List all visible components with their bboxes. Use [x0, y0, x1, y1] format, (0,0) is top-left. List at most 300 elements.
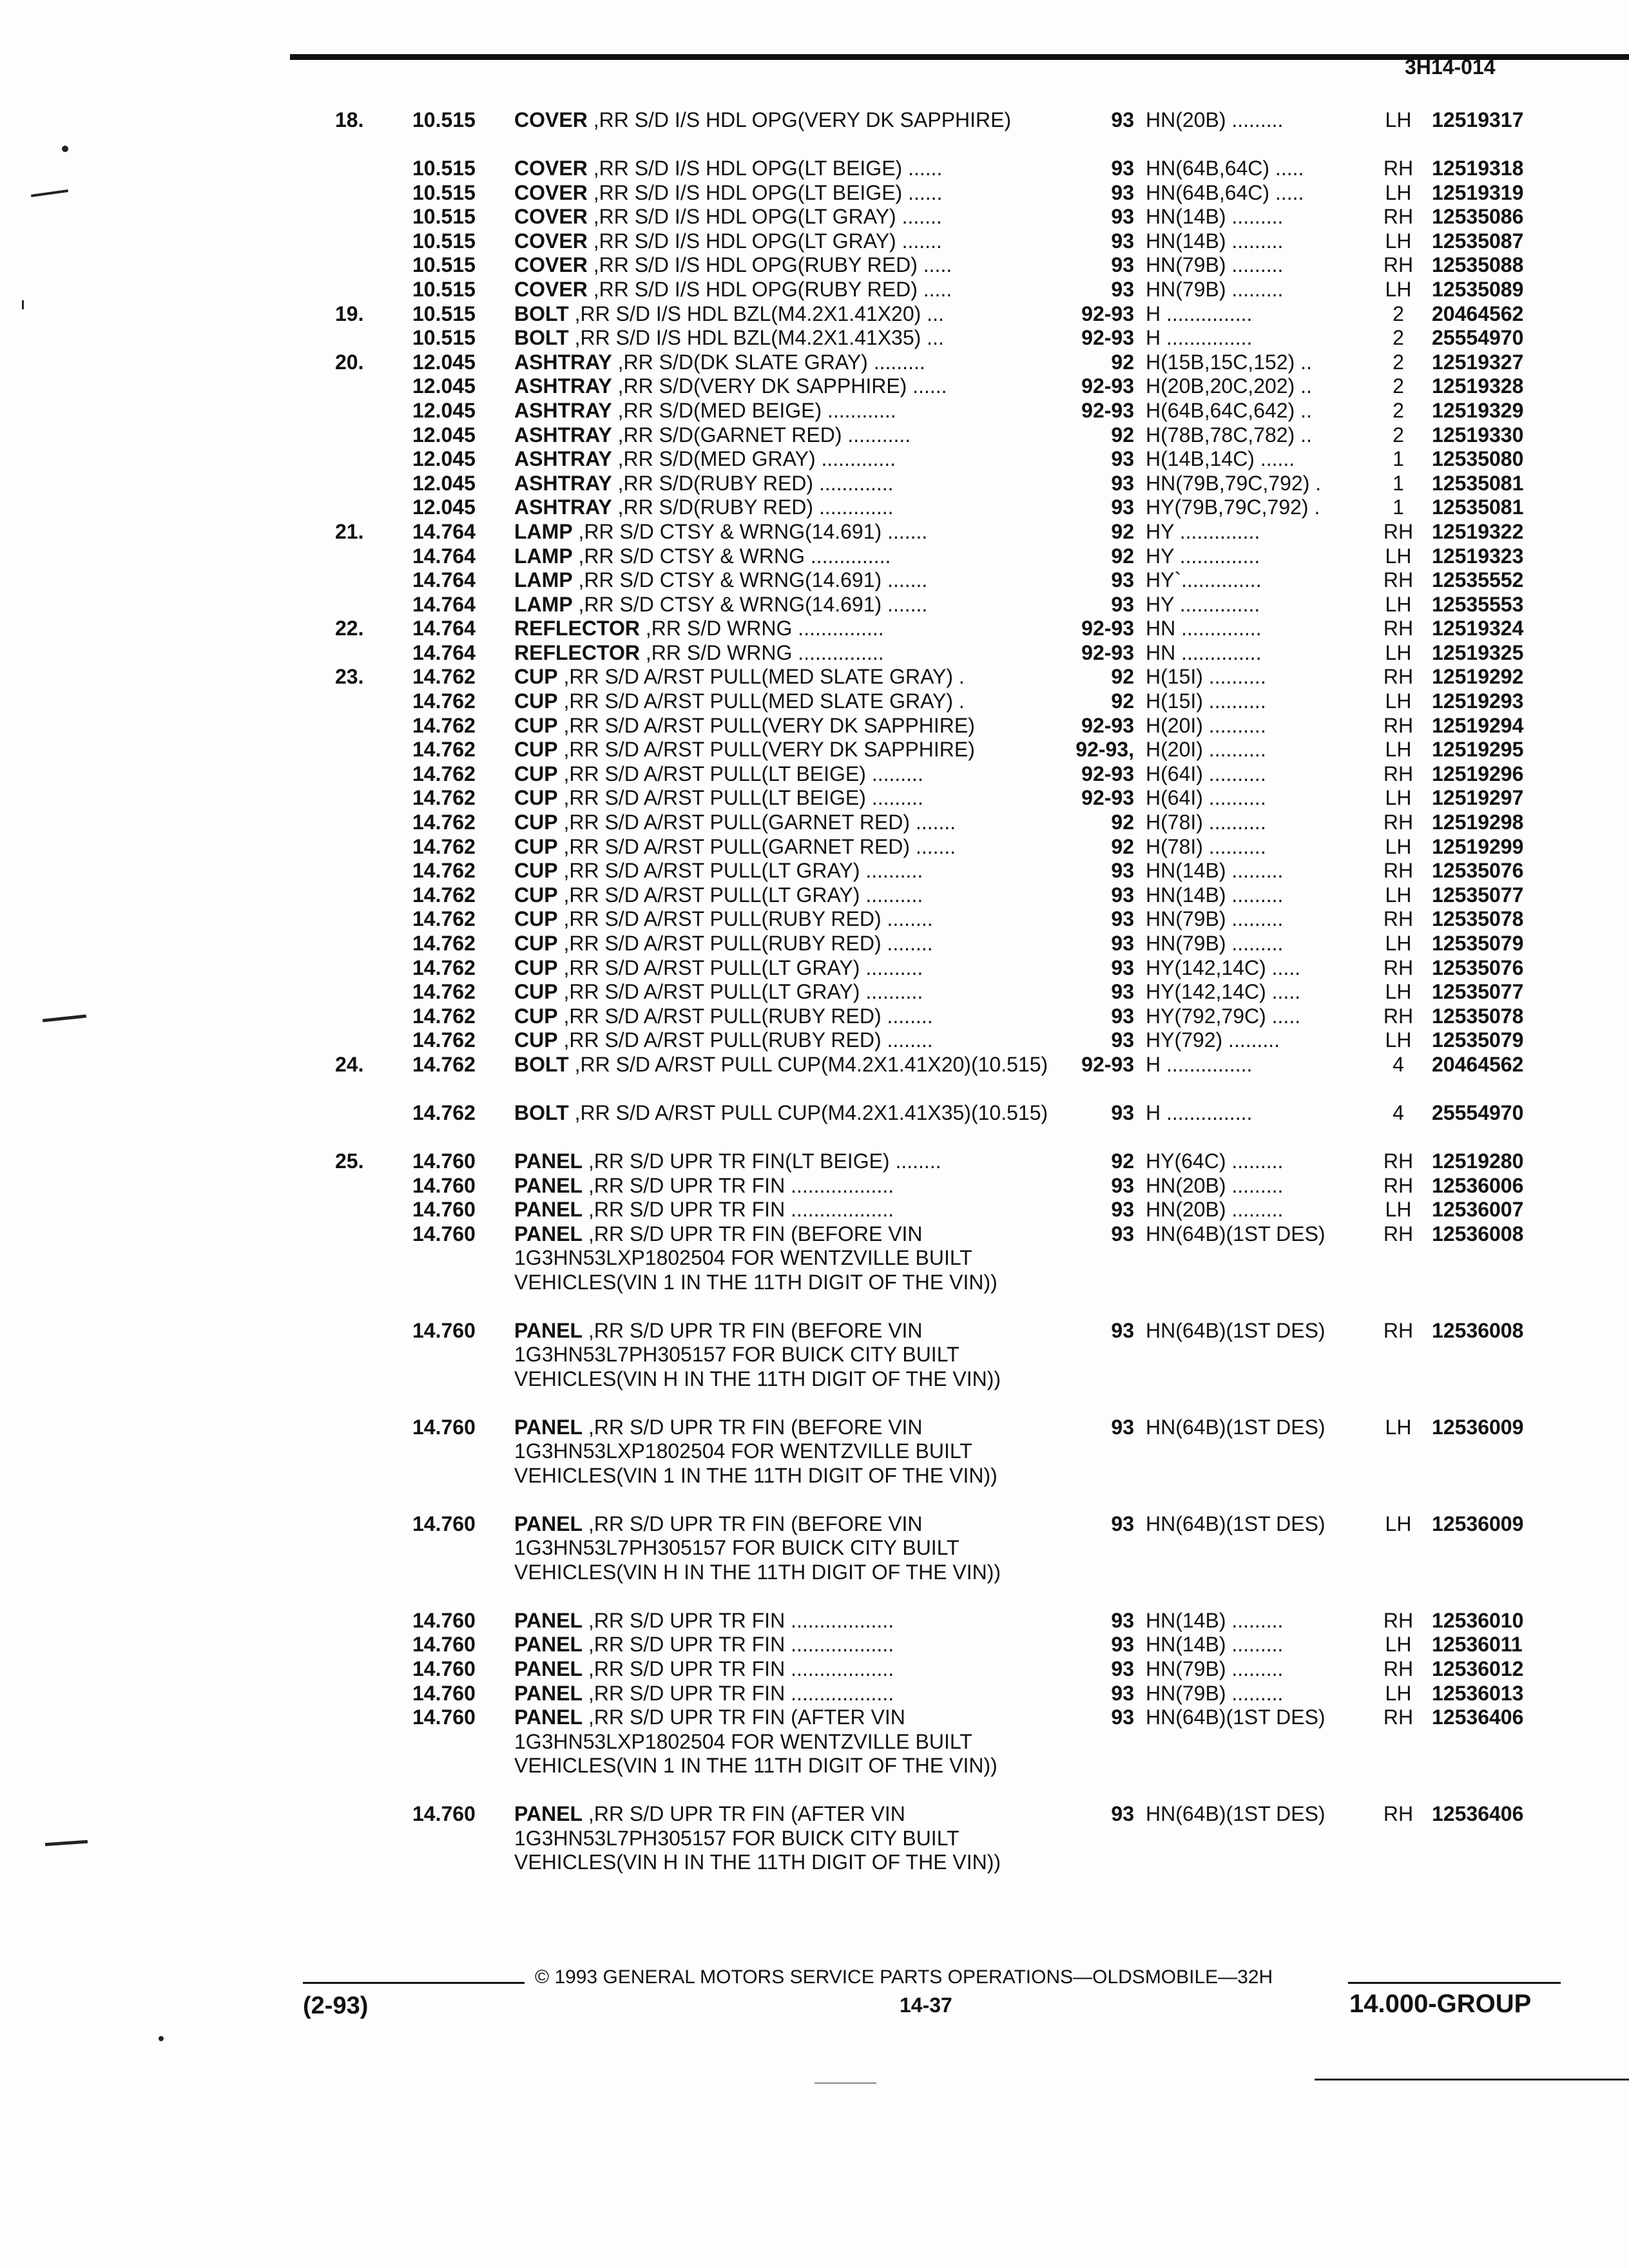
part-description [514, 1174, 1049, 1198]
part-number: 25554970 [1432, 1100, 1524, 1124]
side-or-quantity: LH [1385, 1681, 1412, 1705]
model-code: HN(79B) ......... [1146, 907, 1284, 931]
part-detail: ,RR S/D(GARNET RED) ........... [612, 423, 911, 447]
part-description [514, 907, 1049, 932]
side-or-quantity: 2 [1393, 423, 1404, 447]
model-year: 93 [1111, 1100, 1134, 1124]
part-number: 12536006 [1432, 1173, 1524, 1197]
footer-rule-left [303, 1982, 525, 1984]
model-year: 92 [1111, 519, 1134, 543]
model-year: 92 [1111, 1149, 1134, 1173]
part-row [0, 1802, 1629, 1899]
side-or-quantity: LH [1385, 786, 1412, 810]
side-or-quantity: 2 [1393, 326, 1404, 350]
part-name: PANEL [514, 1608, 583, 1632]
model-year: 93 [1111, 1222, 1134, 1245]
part-description [514, 811, 1049, 835]
part-detail: ,RR S/D I/S HDL OPG(RUBY RED) ..... [587, 277, 952, 301]
part-description [514, 1682, 1049, 1706]
model-year: 93 [1111, 180, 1134, 204]
model-year: 93 [1111, 1318, 1134, 1342]
part-description [514, 447, 1049, 472]
side-or-quantity: LH [1385, 980, 1412, 1004]
part-name: COVER [514, 180, 588, 204]
model-code: HN(64B,64C) ..... [1146, 157, 1304, 180]
part-number: 12535080 [1432, 447, 1524, 471]
part-row [0, 447, 1629, 472]
part-description [514, 1706, 1049, 1778]
part-name: COVER [514, 229, 588, 253]
side-or-quantity: 1 [1393, 471, 1404, 495]
section-number: 14.762 [412, 1004, 476, 1028]
model-code: HN(79B) ......... [1146, 1681, 1284, 1705]
part-row [0, 351, 1629, 375]
part-description [514, 423, 1049, 448]
part-row [0, 495, 1629, 520]
part-name: CUP [514, 811, 558, 834]
part-row [0, 399, 1629, 423]
part-row [0, 278, 1629, 302]
part-detail: ,RR S/D UPR TR FIN (BEFORE VIN 1G3HN53L7PH305157 FOR BUICK CITY BUILT VEHICLES(VIN H IN THE 11TH DIGIT OF THE VIN)) [514, 1512, 1001, 1584]
model-code: HN(64B)(1ST DES) [1146, 1706, 1325, 1729]
section-number: 10.515 [412, 326, 476, 350]
model-code: HY`.............. [1146, 568, 1262, 592]
section-number: 14.762 [412, 907, 476, 931]
part-number: 12519328 [1432, 374, 1524, 398]
model-year: 92-93 [1081, 398, 1134, 422]
side-or-quantity: RH [1383, 1706, 1414, 1729]
model-code: H(20I) .......... [1146, 738, 1266, 762]
part-detail: ,RR S/D A/RST PULL(LT BEIGE) ......... [557, 786, 923, 810]
section-number: 14.760 [412, 1706, 476, 1729]
section-number: 10.515 [412, 229, 476, 253]
part-description [514, 1004, 1049, 1029]
side-or-quantity: RH [1383, 907, 1414, 931]
model-year: 93 [1111, 471, 1134, 495]
model-code: H ............... [1146, 326, 1253, 350]
ref-number: 19. [335, 302, 364, 325]
part-name: BOLT [514, 1100, 569, 1124]
part-detail: ,RR S/D UPR TR FIN (AFTER VIN 1G3HN53LXP1802504 FOR WENTZVILLE BUILT VEHICLES(VIN 1 IN THE 11TH DIGIT OF THE VIN)) [514, 1706, 998, 1778]
part-row [0, 1682, 1629, 1706]
part-number: 12535087 [1432, 229, 1524, 253]
model-year: 93 [1111, 1681, 1134, 1705]
section-number: 14.764 [412, 519, 476, 543]
side-or-quantity: 1 [1393, 447, 1404, 471]
part-number: 25554970 [1432, 326, 1524, 350]
footer-rule-right [1348, 1982, 1561, 1984]
model-code: HY .............. [1146, 544, 1260, 568]
model-code: H ............... [1146, 1052, 1253, 1076]
part-name: CUP [514, 689, 558, 713]
model-year: 93 [1111, 108, 1134, 131]
part-detail: ,RR S/D A/RST PULL(GARNET RED) ....... [557, 811, 956, 834]
part-row [0, 617, 1629, 641]
side-or-quantity: LH [1385, 1415, 1412, 1439]
part-description [514, 956, 1049, 981]
model-year: 93 [1111, 1028, 1134, 1052]
side-or-quantity: LH [1385, 883, 1412, 907]
section-number: 12.045 [412, 398, 476, 422]
side-or-quantity: RH [1383, 519, 1414, 543]
section-number: 14.760 [412, 1173, 476, 1197]
part-number: 12519299 [1432, 834, 1524, 858]
part-detail: ,RR S/D A/RST PULL(LT BEIGE) ......... [557, 762, 923, 785]
part-name: PANEL [514, 1198, 583, 1222]
section-number: 14.762 [412, 834, 476, 858]
model-code: HN(14B) ......... [1146, 859, 1284, 883]
part-row [0, 205, 1629, 229]
scan-mark [815, 2082, 876, 2084]
part-name: BOLT [514, 302, 569, 325]
model-year: 92-93 [1081, 617, 1134, 640]
part-row [0, 108, 1629, 157]
model-code: HN(64B)(1ST DES) [1146, 1512, 1325, 1535]
part-detail: ,RR S/D I/S HDL OPG(LT BEIGE) ...... [587, 157, 943, 180]
side-or-quantity: LH [1385, 689, 1412, 713]
part-row [0, 665, 1629, 689]
side-or-quantity: LH [1385, 544, 1412, 568]
side-or-quantity: RH [1383, 859, 1414, 883]
part-row [0, 956, 1629, 981]
model-year: 92 [1111, 423, 1134, 447]
section-number: 14.760 [412, 1318, 476, 1342]
part-description [514, 253, 1049, 278]
section-number: 14.760 [412, 1681, 476, 1705]
model-year: 93 [1111, 883, 1134, 907]
part-description [514, 278, 1049, 302]
part-name: ASHTRAY [514, 471, 612, 495]
part-number: 12519322 [1432, 519, 1524, 543]
model-code: HN(64B)(1ST DES) [1146, 1415, 1325, 1439]
model-year: 93 [1111, 1198, 1134, 1222]
model-year: 93 [1111, 157, 1134, 180]
part-row [0, 1319, 1629, 1416]
section-number: 14.760 [412, 1512, 476, 1535]
part-number: 12519327 [1432, 350, 1524, 374]
part-number: 20464562 [1432, 302, 1524, 325]
part-detail: ,RR S/D A/RST PULL(RUBY RED) ........ [557, 932, 933, 955]
part-row [0, 374, 1629, 399]
part-number: 12535553 [1432, 592, 1524, 616]
part-row [0, 1222, 1629, 1319]
section-number: 14.764 [412, 592, 476, 616]
side-or-quantity: LH [1385, 1028, 1412, 1052]
part-detail: ,RR S/D I/S HDL OPG(LT GRAY) ....... [587, 205, 942, 229]
model-code: HY(64C) ......... [1146, 1149, 1284, 1173]
section-number: 14.760 [412, 1633, 476, 1657]
model-code: HN(14B) ......... [1146, 1608, 1284, 1632]
part-name: CUP [514, 1004, 558, 1028]
part-name: ASHTRAY [514, 495, 612, 519]
section-number: 14.762 [412, 786, 476, 810]
model-year: 92-93, [1075, 738, 1134, 762]
part-row [0, 423, 1629, 448]
model-code: H(64I) .......... [1146, 786, 1266, 810]
part-row [0, 520, 1629, 544]
model-code: HN(14B) ......... [1146, 229, 1284, 253]
part-description [514, 520, 1049, 544]
part-row [0, 1633, 1629, 1657]
model-code: H(15B,15C,152) .. [1146, 350, 1312, 374]
model-code: HN(79B) ......... [1146, 277, 1284, 301]
side-or-quantity: RH [1383, 665, 1414, 689]
model-code: HY .............. [1146, 592, 1260, 616]
part-number: 12536013 [1432, 1681, 1524, 1705]
part-description [514, 1416, 1049, 1488]
part-detail: ,RR S/D UPR TR FIN (BEFORE VIN 1G3HN53LXP1802504 FOR WENTZVILLE BUILT VEHICLES(VIN 1 IN THE 11TH DIGIT OF THE VIN)) [514, 1415, 998, 1487]
section-number: 14.762 [412, 665, 476, 689]
part-name: ASHTRAY [514, 350, 612, 374]
part-detail: ,RR S/D CTSY & WRNG .............. [572, 544, 891, 568]
group-label: 14.000-GROUP [1349, 1990, 1532, 2018]
ref-number: 24. [335, 1052, 364, 1076]
section-number: 14.764 [412, 568, 476, 592]
model-code: HN(79B) ......... [1146, 253, 1284, 277]
ref-number: 23. [335, 665, 364, 689]
part-description [514, 374, 1049, 399]
section-number: 14.762 [412, 956, 476, 979]
part-description [514, 689, 1049, 714]
part-name: PANEL [514, 1633, 583, 1657]
part-detail: ,RR S/D A/RST PULL(RUBY RED) ........ [557, 907, 933, 931]
model-year: 93 [1111, 907, 1134, 931]
section-number: 14.764 [412, 544, 476, 568]
model-code: HY(142,14C) ..... [1146, 980, 1301, 1004]
part-number: 12519318 [1432, 157, 1524, 180]
part-description [514, 472, 1049, 496]
part-row [0, 544, 1629, 569]
part-row [0, 786, 1629, 811]
model-year: 93 [1111, 495, 1134, 519]
part-detail: ,RR S/D CTSY & WRNG(14.691) ....... [572, 592, 928, 616]
part-detail: ,RR S/D UPR TR FIN .................. [583, 1681, 894, 1705]
part-number: 12519280 [1432, 1149, 1524, 1173]
model-year: 93 [1111, 229, 1134, 253]
part-name: PANEL [514, 1173, 583, 1197]
part-detail: ,RR S/D CTSY & WRNG(14.691) ....... [572, 519, 928, 543]
part-description [514, 762, 1049, 787]
part-detail: ,RR S/D A/RST PULL(LT GRAY) .......... [557, 980, 923, 1004]
model-year: 92-93 [1081, 762, 1134, 785]
part-description [514, 859, 1049, 883]
part-detail: ,RR S/D A/RST PULL(LT GRAY) .......... [557, 859, 923, 883]
section-number: 14.762 [412, 1100, 476, 1124]
model-year: 93 [1111, 592, 1134, 616]
part-detail: ,RR S/D A/RST PULL(LT GRAY) .......... [557, 956, 923, 979]
part-detail: ,RR S/D UPR TR FIN .................. [583, 1608, 894, 1632]
ref-number: 21. [335, 519, 364, 543]
part-row [0, 1174, 1629, 1198]
part-detail: ,RR S/D I/S HDL OPG(VERY DK SAPPHIRE) [587, 108, 1012, 131]
side-or-quantity: 1 [1393, 495, 1404, 519]
part-number: 12535086 [1432, 205, 1524, 229]
part-description [514, 1149, 1049, 1174]
part-name: LAMP [514, 544, 573, 568]
part-number: 12535077 [1432, 883, 1524, 907]
part-name: CUP [514, 980, 558, 1004]
model-year: 93 [1111, 1706, 1134, 1729]
part-row [0, 1416, 1629, 1512]
model-year: 93 [1111, 1608, 1134, 1632]
part-detail: ,RR S/D WRNG ............... [639, 640, 884, 664]
part-detail: ,RR S/D A/RST PULL(MED SLATE GRAY) . [557, 665, 965, 689]
part-description [514, 157, 1049, 181]
part-name: PANEL [514, 1318, 583, 1342]
model-year: 92-93 [1081, 640, 1134, 664]
side-or-quantity: RH [1383, 1802, 1414, 1826]
part-row [0, 762, 1629, 787]
part-name: ASHTRAY [514, 447, 612, 471]
part-description [514, 495, 1049, 520]
part-row [0, 568, 1629, 593]
part-number: 12535078 [1432, 1004, 1524, 1028]
part-row [0, 1512, 1629, 1609]
part-description [514, 351, 1049, 375]
section-number: 12.045 [412, 447, 476, 471]
part-row [0, 1706, 1629, 1802]
section-number: 14.760 [412, 1222, 476, 1245]
part-detail: ,RR S/D I/S HDL BZL(M4.2X1.41X35) ... [568, 326, 944, 350]
section-number: 14.762 [412, 811, 476, 834]
section-number: 12.045 [412, 350, 476, 374]
model-code: HN(20B) ......... [1146, 1198, 1284, 1222]
part-name: PANEL [514, 1657, 583, 1680]
part-description [514, 714, 1049, 738]
part-name: COVER [514, 277, 588, 301]
part-detail: ,RR S/D A/RST PULL(VERY DK SAPPHIRE) [557, 713, 975, 737]
part-name: CUP [514, 713, 558, 737]
model-year: 92-93 [1081, 713, 1134, 737]
model-code: HY(79B,79C,792) . [1146, 495, 1320, 519]
part-detail: ,RR S/D WRNG ............... [639, 617, 884, 640]
side-or-quantity: RH [1383, 617, 1414, 640]
ref-number: 20. [335, 350, 364, 374]
section-number: 14.762 [412, 859, 476, 883]
side-or-quantity: RH [1383, 1657, 1414, 1680]
side-or-quantity: RH [1383, 1004, 1414, 1028]
part-number: 12536406 [1432, 1706, 1524, 1729]
part-number: 12519325 [1432, 640, 1524, 664]
part-description [514, 786, 1049, 811]
part-name: LAMP [514, 568, 573, 592]
model-code: H(15I) .......... [1146, 665, 1266, 689]
part-row [0, 907, 1629, 932]
part-number: 12519323 [1432, 544, 1524, 568]
part-name: CUP [514, 907, 558, 931]
side-or-quantity: 2 [1393, 350, 1404, 374]
model-year: 92 [1111, 665, 1134, 689]
page-code: 3H14-014 [1405, 55, 1496, 79]
section-number: 10.515 [412, 180, 476, 204]
model-code: HN(14B) ......... [1146, 1633, 1284, 1657]
model-year: 93 [1111, 277, 1134, 301]
side-or-quantity: LH [1385, 229, 1412, 253]
part-detail: ,RR S/D UPR TR FIN (BEFORE VIN 1G3HN53LXP1802504 FOR WENTZVILLE BUILT VEHICLES(VIN 1 IN THE 11TH DIGIT OF THE VIN)) [514, 1222, 998, 1294]
section-number: 12.045 [412, 471, 476, 495]
side-or-quantity: RH [1383, 1222, 1414, 1245]
side-or-quantity: RH [1383, 956, 1414, 979]
side-or-quantity: 4 [1393, 1100, 1404, 1124]
section-number: 14.762 [412, 932, 476, 955]
part-number: 12519293 [1432, 689, 1524, 713]
part-description [514, 181, 1049, 206]
part-detail: ,RR S/D A/RST PULL CUP(M4.2X1.41X35)(10.515) [568, 1100, 1048, 1124]
model-code: HY(142,14C) ..... [1146, 956, 1301, 979]
model-code: HN(79B) ......... [1146, 932, 1284, 955]
section-number: 14.762 [412, 689, 476, 713]
part-number: 12519329 [1432, 398, 1524, 422]
part-detail: ,RR S/D A/RST PULL CUP(M4.2X1.41X20)(10.515) [568, 1052, 1048, 1076]
part-name: PANEL [514, 1706, 583, 1729]
model-year: 92 [1111, 834, 1134, 858]
part-description [514, 1198, 1049, 1222]
part-row [0, 1609, 1629, 1633]
model-year: 93 [1111, 447, 1134, 471]
model-year: 93 [1111, 205, 1134, 229]
model-code: H(15I) .......... [1146, 689, 1266, 713]
part-row [0, 472, 1629, 496]
part-detail: ,RR S/D UPR TR FIN .................. [583, 1633, 894, 1657]
part-name: ASHTRAY [514, 398, 612, 422]
part-number: 12536406 [1432, 1802, 1524, 1826]
model-code: H(78I) .......... [1146, 811, 1266, 834]
side-or-quantity: LH [1385, 1633, 1412, 1657]
section-number: 14.760 [412, 1802, 476, 1826]
section-number: 14.762 [412, 1028, 476, 1052]
part-number: 12519319 [1432, 180, 1524, 204]
model-year: 93 [1111, 1004, 1134, 1028]
part-name: CUP [514, 883, 558, 907]
part-description [514, 1609, 1049, 1633]
part-number: 12519294 [1432, 713, 1524, 737]
part-description [514, 738, 1049, 762]
part-description [514, 665, 1049, 689]
part-number: 12535552 [1432, 568, 1524, 592]
part-description [514, 641, 1049, 666]
model-year: 92-93 [1081, 1052, 1134, 1076]
part-description [514, 980, 1049, 1004]
part-row [0, 1657, 1629, 1682]
part-description [514, 108, 1049, 133]
part-number: 12519292 [1432, 665, 1524, 689]
model-code: H ............... [1146, 1100, 1253, 1124]
part-detail: ,RR S/D A/RST PULL(RUBY RED) ........ [557, 1004, 933, 1028]
side-or-quantity: LH [1385, 738, 1412, 762]
part-row [0, 1028, 1629, 1053]
part-row [0, 229, 1629, 254]
model-code: H(64I) .......... [1146, 762, 1266, 785]
part-name: LAMP [514, 592, 573, 616]
model-year: 93 [1111, 1512, 1134, 1535]
part-name: PANEL [514, 1681, 583, 1705]
page-number: 14-37 [900, 1994, 952, 2017]
side-or-quantity: LH [1385, 108, 1412, 131]
part-description [514, 1802, 1049, 1875]
side-or-quantity: 4 [1393, 1052, 1404, 1076]
side-or-quantity: LH [1385, 1198, 1412, 1222]
part-row [0, 689, 1629, 714]
part-name: ASHTRAY [514, 374, 612, 398]
part-detail: ,RR S/D A/RST PULL(LT GRAY) .......... [557, 883, 923, 907]
side-or-quantity: RH [1383, 1608, 1414, 1632]
section-number: 14.762 [412, 738, 476, 762]
side-or-quantity: LH [1385, 180, 1412, 204]
part-description [514, 1657, 1049, 1682]
part-description [514, 617, 1049, 641]
revision-date: (2-93) [303, 1992, 369, 2019]
model-code: H(78I) .......... [1146, 834, 1266, 858]
